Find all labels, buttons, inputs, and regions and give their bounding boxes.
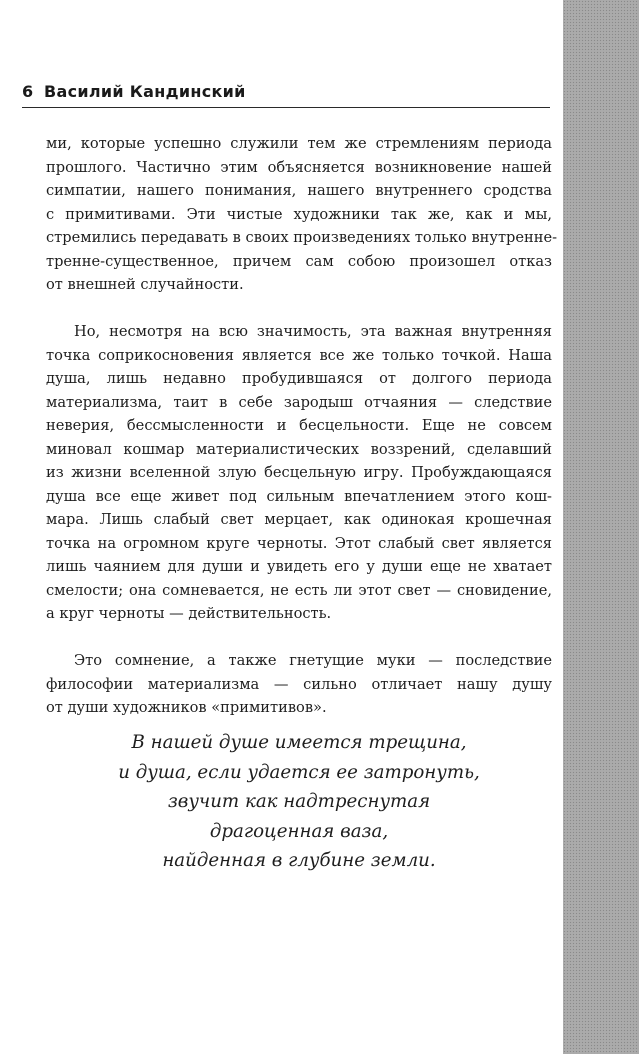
text-line: неверия, бессмысленности и бесцельности. Еще не совсем [46,417,552,434]
header-rule [22,107,550,108]
page-edge-shading [563,0,639,1054]
text-line: тренне-существенное, причем сам собою произошел отказ [46,252,552,270]
text-line: точка соприкосновения является все же только точкой. Наша [46,346,552,364]
paragraph-2 [46,320,552,626]
text-line: стремились передавать в своих произведениях только внутренне- [46,229,558,246]
text-line: миновал кошмар материалистических воззрений, сделавший [46,440,552,458]
text-line: мара. Лишь слабый свет мерцает, как одинокая крошечная [46,511,552,528]
text-line: точка на огромном круге черноты. Этот слабый свет является [46,534,552,552]
text-line: смелости; она сомневается, не есть ли этот свет — сновидение, [46,581,552,599]
text-line: с примитивами. Эти чистые художники так же, как и мы, [46,205,552,223]
paragraph-gap [46,297,552,321]
text-line: душа все еще живет под сильным впечатлением этого кош- [46,487,552,505]
page-number: 6 [22,82,34,101]
pull-quote [46,728,552,876]
paragraph-3 [46,649,552,720]
author-name: Василий Кандинский [44,82,246,101]
quote-line: звучит как надтреснутая [167,791,431,812]
text-line: философии материализма — сильно отличает нашу душу [46,675,552,693]
quote-line: найденная в глубине земли. [162,850,436,871]
text-line: Но, несмотря на всю значимость, эта важная внутренняя [74,323,552,340]
paragraph-1 [46,132,558,297]
text-line: симпатии, нашего понимания, нашего внутреннего сродства [46,182,552,199]
text-line: от внешней случайности. [46,276,244,293]
main-text [46,132,558,720]
text-line: материализма, таит в себе зародыш отчаяния — следствие [46,393,552,411]
text-line: прошлого. Частично этим объясняется возникновение нашей [46,158,552,176]
text-line: лишь чаянием для души и увидеть его у души еще не хватает [46,558,552,575]
text-line: из жизни вселенной злую бесцельную игру. Пробуждающаяся [46,464,552,481]
quote-line: и душа, если удается ее затронуть, [118,761,480,783]
text-line: а круг черноты — действительность. [46,605,332,622]
running-header [22,82,550,106]
quote-line: драгоценная ваза, [209,820,389,842]
text-line: от души художников «примитивов». [46,699,327,716]
text-line: ми, которые успешно служили тем же стремлениям периода [46,135,552,152]
text-line: душа, лишь недавно пробудившаяся от долгого периода [46,370,552,387]
text-line: Это сомнение, а также гнетущие муки — последствие [74,652,552,669]
paragraph-gap [46,626,552,650]
quote-line: В нашей душе имеется трещина, [131,732,467,753]
